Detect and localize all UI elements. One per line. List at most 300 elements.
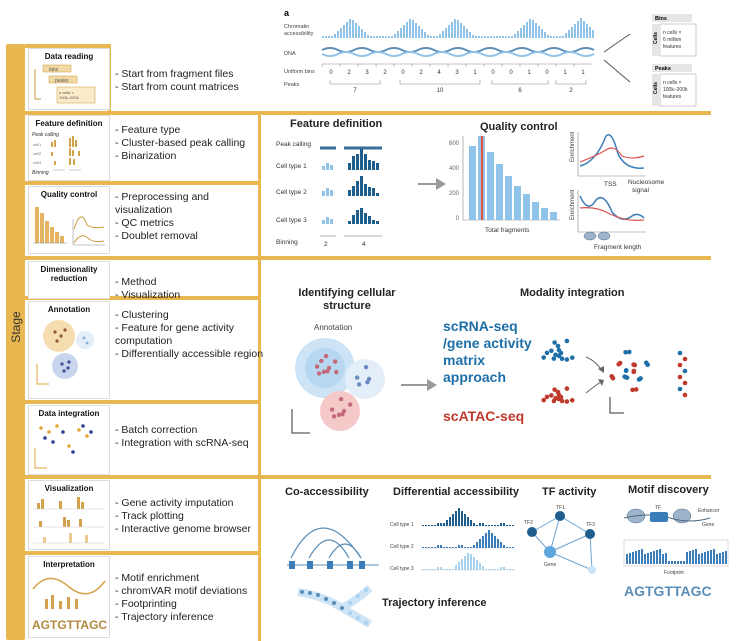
bullet: - Gene activity imputation (115, 497, 234, 509)
dna-helix (322, 48, 594, 56)
svg-text:n cells ×: n cells × (59, 90, 74, 95)
footprint-bar (689, 551, 691, 564)
bullet: - Clustering (115, 309, 169, 321)
qc-bar (550, 212, 557, 220)
differential-bars (422, 508, 514, 570)
accessibility-bar (502, 36, 504, 38)
diff-bar (440, 523, 442, 526)
fd-bar (348, 190, 351, 196)
footprint-bar (641, 549, 643, 564)
interpretation-icon (29, 569, 109, 635)
bin-value: 0 (509, 70, 513, 76)
accessibility-bar (526, 22, 528, 38)
bullet: - Feature for gene activity (115, 322, 235, 334)
diff-bar (446, 520, 448, 526)
svg-text:accessibility: accessibility (284, 31, 314, 37)
diff-bar (476, 525, 478, 526)
motif-logo: AGTGTTAGC (32, 618, 108, 632)
bullet: - Motif enrichment (115, 572, 200, 584)
accessibility-bar (448, 25, 450, 38)
diff-bar (458, 508, 460, 526)
footprint-bar (659, 549, 661, 564)
diff-bar (476, 542, 478, 548)
diff-bar (425, 547, 427, 548)
stage-title: Interpretation (43, 560, 95, 569)
diff-bar (479, 523, 481, 526)
bullet: computation (115, 335, 173, 347)
bins-matrix-box (652, 14, 696, 56)
bin-value: 1 (473, 70, 477, 76)
trajectory-dot (308, 591, 312, 595)
svg-text:Nucleosome: Nucleosome (628, 179, 665, 186)
rna-dot (557, 354, 562, 359)
diff-bar (461, 559, 463, 570)
visualization-icon (29, 493, 109, 547)
footprint-bar (701, 553, 703, 564)
footprint-bar (695, 549, 697, 564)
differential-title: Differential accessibility (393, 486, 519, 498)
peaks-label: peaks (55, 78, 69, 84)
rna-dot (541, 355, 546, 360)
fd-bar (360, 149, 363, 170)
bin-value: 4 (437, 70, 441, 76)
qc-bar (487, 152, 494, 220)
bin-value: 0 (545, 70, 549, 76)
svg-text:Peak calling: Peak calling (276, 141, 312, 148)
qc-histogram (445, 134, 565, 238)
svg-text:Cell type 1: Cell type 1 (276, 163, 307, 170)
footprint-bar (686, 552, 688, 564)
svg-text:Bins: Bins (655, 16, 667, 22)
footprint-bar (722, 552, 724, 564)
footprint-bar (671, 561, 673, 564)
diff-bar (500, 523, 502, 526)
fd-bar (330, 165, 333, 170)
coaccessibility-arcs (285, 508, 385, 574)
stage-title: Data integration (38, 409, 100, 418)
diff-bar (452, 569, 454, 570)
diff-bar (491, 569, 493, 570)
cell-dot (332, 414, 336, 418)
footprint-bar (680, 561, 682, 564)
diff-bar (479, 539, 481, 548)
footprint-bar (716, 554, 718, 564)
cluster-diagram (290, 333, 390, 443)
accessibility-bar (364, 32, 366, 38)
accessibility-bar (577, 21, 579, 38)
peak-bracket (492, 80, 548, 84)
footprint-bar (719, 553, 721, 564)
thumb-data-integration (28, 405, 110, 475)
accessibility-bar (451, 22, 453, 38)
accessibility-bar (394, 34, 396, 38)
integrated-dot (609, 374, 614, 379)
svg-text:0: 0 (455, 216, 459, 222)
data-integration-icon (29, 418, 109, 472)
integrated-dot (631, 370, 636, 375)
diff-bar (485, 525, 487, 526)
diff-bar (482, 536, 484, 548)
accessibility-bar (442, 31, 444, 38)
footprint-bar (638, 550, 640, 564)
diff-bar (428, 547, 430, 548)
integrated-dot (678, 351, 683, 356)
bullet: - Differentially accessible region (115, 348, 264, 360)
svg-text:Chromatin: Chromatin (284, 24, 310, 30)
diff-bar (431, 569, 433, 570)
accessibility-bar (412, 20, 414, 38)
footprint-bar (662, 554, 664, 564)
fd-bar (364, 184, 367, 196)
svg-text:600: 600 (448, 141, 459, 147)
cell-dot (357, 382, 361, 386)
diff-bar (455, 565, 457, 570)
fd-bar (322, 191, 325, 196)
accessibility-bar (388, 36, 390, 38)
svg-text:Cell type 3: Cell type 3 (276, 217, 307, 224)
footprint-bars (624, 540, 728, 566)
bin-value: 0 (491, 70, 495, 76)
footprint-bar (665, 553, 667, 564)
atac-dot (549, 393, 554, 398)
bin-value: 1 (581, 70, 585, 76)
fd-bar (372, 220, 375, 224)
diff-bar (479, 563, 481, 570)
integrated-dot (637, 377, 642, 382)
accessibility-bar (346, 22, 348, 38)
trajectory-dot (364, 621, 368, 625)
diff-bar (425, 569, 427, 570)
diff-bar (503, 523, 505, 526)
fd-bar (368, 216, 371, 224)
modality-scatter (530, 335, 700, 425)
svg-text:Cells: Cells (653, 82, 659, 94)
accessibility-bar (373, 36, 375, 38)
rna-dot (552, 340, 557, 345)
cell-dot (365, 380, 369, 384)
svg-text:Binning: Binning (32, 170, 49, 176)
accessibility-bar (334, 34, 336, 38)
trajectory-dot (348, 601, 352, 605)
bullet: - Visualization (115, 289, 181, 301)
accessibility-bar (403, 25, 405, 38)
qc-bar (505, 176, 512, 220)
fd-bar (330, 219, 333, 224)
bins-label: bins (49, 67, 59, 73)
diff-bar (506, 525, 508, 526)
bullets-feature-definition (115, 124, 245, 163)
accessibility-bar (355, 23, 357, 38)
thumb-quality-control (28, 186, 110, 254)
stage-label: Stage (9, 311, 23, 343)
coaccessibility-title: Co-accessibility (285, 486, 369, 498)
diff-bar (497, 539, 499, 548)
bullet: - Binarization (115, 150, 177, 162)
svg-text:TF: TF (655, 505, 662, 511)
diff-bar (449, 517, 451, 526)
peak-bracket (400, 80, 480, 84)
accessibility-bar (457, 20, 459, 38)
svg-text:features: features (663, 94, 682, 100)
stage-title: Visualization (44, 484, 94, 493)
svg-text:cell1: cell1 (33, 142, 42, 147)
bullet: - Method (115, 276, 157, 288)
integrated-dot (678, 363, 683, 368)
svg-text:Fragment length: Fragment length (594, 244, 642, 251)
footprint-bar (725, 551, 727, 564)
diff-bar (494, 536, 496, 548)
cell-dot (319, 359, 323, 363)
accessibility-bar (376, 36, 378, 38)
bullet: - Feature type (115, 124, 181, 136)
diff-bar (422, 547, 424, 548)
diff-bar (506, 547, 508, 548)
accessibility-bar (487, 36, 489, 38)
accessibility-bar (592, 30, 594, 38)
rna-dot (565, 339, 570, 344)
bullets-data-integration (115, 424, 249, 450)
integrated-dot (622, 374, 627, 379)
arrow-right-icon (418, 176, 446, 197)
integrated-dot (683, 381, 688, 386)
diff-bar (473, 545, 475, 548)
diff-bar (440, 545, 442, 548)
svg-text:Cell type 2: Cell type 2 (390, 544, 414, 550)
fd-bar (376, 221, 379, 224)
accessibility-bar (475, 36, 477, 38)
bullet: - Track plotting (115, 510, 184, 522)
accessibility-bar (499, 36, 501, 38)
diff-bar (467, 517, 469, 526)
diff-bar (428, 525, 430, 526)
annotation-label: Annotation (314, 323, 353, 332)
svg-text:Gene: Gene (702, 522, 715, 528)
footprint-bar (635, 551, 637, 564)
feature-definition-bars (322, 149, 379, 224)
stage-title: Data reading (44, 52, 94, 61)
atac-label: scATAC-seq (443, 408, 525, 424)
footprint-bar (629, 553, 631, 564)
diff-bar (473, 557, 475, 570)
integrated-dot (632, 363, 637, 368)
accessibility-bar (505, 36, 507, 38)
accessibility-bar (511, 36, 513, 38)
diff-bar (446, 547, 448, 548)
peaks-matrix-box (652, 64, 696, 106)
accessibility-bar (523, 25, 525, 38)
accessibility-bar (409, 19, 411, 38)
diff-bar (425, 525, 427, 526)
atac-dot (557, 393, 562, 398)
diff-bar (464, 514, 466, 526)
footprint-bar (644, 554, 646, 564)
accessibility-bar (433, 36, 435, 38)
qc-bar (514, 186, 521, 220)
diff-bar (437, 567, 439, 570)
svg-text:2: 2 (324, 241, 328, 248)
accessibility-bar (367, 35, 369, 38)
cell-dot (364, 365, 368, 369)
accessibility-bar (436, 36, 438, 38)
diff-bar (434, 525, 436, 526)
bin-value: 0 (329, 70, 333, 76)
svg-text:Enrichment: Enrichment (570, 131, 576, 162)
accessibility-bar (553, 36, 555, 38)
diff-bar (476, 560, 478, 570)
thumb-feature-definition (28, 115, 110, 181)
svg-text:TF3: TF3 (586, 522, 595, 528)
accessibility-bar (370, 36, 372, 38)
motif-title: Motif discovery (628, 484, 709, 496)
footprint-bar (704, 552, 706, 564)
cell-dot (337, 413, 341, 417)
footprint-bar (647, 553, 649, 564)
fd-bar (368, 187, 371, 196)
diff-bar (500, 567, 502, 570)
svg-text:Peaks: Peaks (655, 66, 671, 72)
fd-bar (376, 193, 379, 196)
diff-bar (470, 520, 472, 526)
fd-bar (352, 156, 355, 170)
footprint-bar (698, 554, 700, 564)
cell-dot (355, 375, 359, 379)
accessibility-bar (349, 19, 351, 38)
bin-value: 3 (455, 70, 459, 76)
accessibility-bar (559, 36, 561, 38)
accessibility-bar (328, 36, 330, 38)
diff-bar (434, 569, 436, 570)
footprint-bar (677, 561, 679, 564)
accessibility-track (322, 18, 594, 38)
svg-text:Enrichment: Enrichment (570, 189, 576, 220)
arrow-right-icon (401, 377, 437, 398)
quality-control-title: Quality control (480, 121, 558, 133)
peak-bracket (556, 80, 586, 84)
accessibility-bar (484, 36, 486, 38)
peak-value: 2 (569, 88, 573, 94)
accessibility-bar (463, 26, 465, 38)
accessibility-bar (382, 36, 384, 38)
stage-title: Quality control (40, 190, 98, 199)
tf-activity-title: TF activity (542, 486, 597, 498)
diff-bar (509, 547, 511, 548)
accessibility-bar (589, 27, 591, 38)
diff-bar (497, 525, 499, 526)
accessibility-bar (418, 26, 420, 38)
accessibility-bar (547, 35, 549, 38)
cell-dot (339, 397, 343, 401)
bullets-annotation (115, 309, 263, 361)
diff-bar (437, 545, 439, 548)
diff-bar (485, 533, 487, 548)
bullet: - chromVAR motif deviations (115, 585, 248, 597)
trajectory-icon (294, 582, 374, 632)
svg-text:4: 4 (362, 241, 366, 248)
bullet: - Trajectory inference (115, 611, 214, 623)
cell-dot (330, 407, 334, 411)
integrated-dot (683, 393, 688, 398)
diff-bar (464, 547, 466, 548)
accessibility-bar (535, 23, 537, 38)
svg-text:Binning: Binning (276, 239, 298, 246)
fd-bar (376, 163, 379, 170)
connector (258, 475, 261, 641)
svg-text:TSS: TSS (604, 181, 617, 188)
footprint-bar (626, 554, 628, 564)
fd-bar (326, 163, 329, 170)
accessibility-bar (340, 28, 342, 38)
cell-dot (315, 364, 319, 368)
diff-bar (512, 569, 514, 570)
atac-dot (565, 386, 570, 391)
diff-bar (488, 525, 490, 526)
trajectory-dot (356, 594, 360, 598)
bullet: visualization (115, 204, 173, 216)
trajectory-dot (300, 590, 304, 594)
accessibility-bar (493, 36, 495, 38)
svg-text:400: 400 (448, 166, 459, 172)
accessibility-bar (379, 36, 381, 38)
accessibility-bar (460, 23, 462, 38)
accessibility-bar (472, 35, 474, 38)
rna-dot (570, 355, 575, 360)
separator (25, 475, 711, 479)
trajectory-title: Trajectory inference (382, 597, 487, 609)
accessibility-bar (454, 19, 456, 38)
diff-bar (464, 556, 466, 570)
accessibility-bar (508, 36, 510, 38)
fd-bar (368, 160, 371, 170)
accessibility-bar (406, 22, 408, 38)
bullet: - Cluster-based peak calling (115, 137, 246, 149)
integrated-dot (645, 362, 650, 367)
diff-bar (461, 511, 463, 526)
accessibility-bar (562, 36, 564, 38)
diff-bar (443, 569, 445, 570)
rna-dot (545, 351, 550, 356)
peaks-row (330, 80, 586, 94)
peak-value: 7 (353, 88, 357, 94)
svg-text:Cell type 3: Cell type 3 (390, 566, 414, 572)
bullet: - QC metrics (115, 217, 174, 229)
atac-dot (570, 398, 575, 403)
accessibility-bar (541, 29, 543, 38)
accessibility-bar (385, 36, 387, 38)
diff-bar (509, 569, 511, 570)
svg-text:100k–200k: 100k–200k (663, 87, 688, 93)
svg-text:n cells ×: n cells × (663, 80, 682, 86)
atac-dot (565, 399, 570, 404)
footprint-bar (683, 561, 685, 564)
diff-bar (452, 547, 454, 548)
stage-title: Dimensionality reduction (40, 265, 98, 283)
diff-bar (512, 525, 514, 526)
atac-dot (557, 397, 562, 402)
accessibility-bar (529, 19, 531, 38)
accessibility-bar (514, 34, 516, 38)
diff-bar (506, 569, 508, 570)
accessibility-bar (580, 18, 582, 38)
accessibility-bar (490, 36, 492, 38)
accessibility-bar (397, 31, 399, 38)
cell-dot (317, 371, 321, 375)
diff-bar (440, 567, 442, 570)
peak-bracket (330, 80, 380, 84)
diff-bar (422, 569, 424, 570)
motif-logo: AGTGTTAGC (624, 583, 712, 599)
rna-label: scRNA-seq /gene activity matrix approach (443, 318, 532, 385)
svg-text:Enhancer: Enhancer (698, 508, 720, 514)
